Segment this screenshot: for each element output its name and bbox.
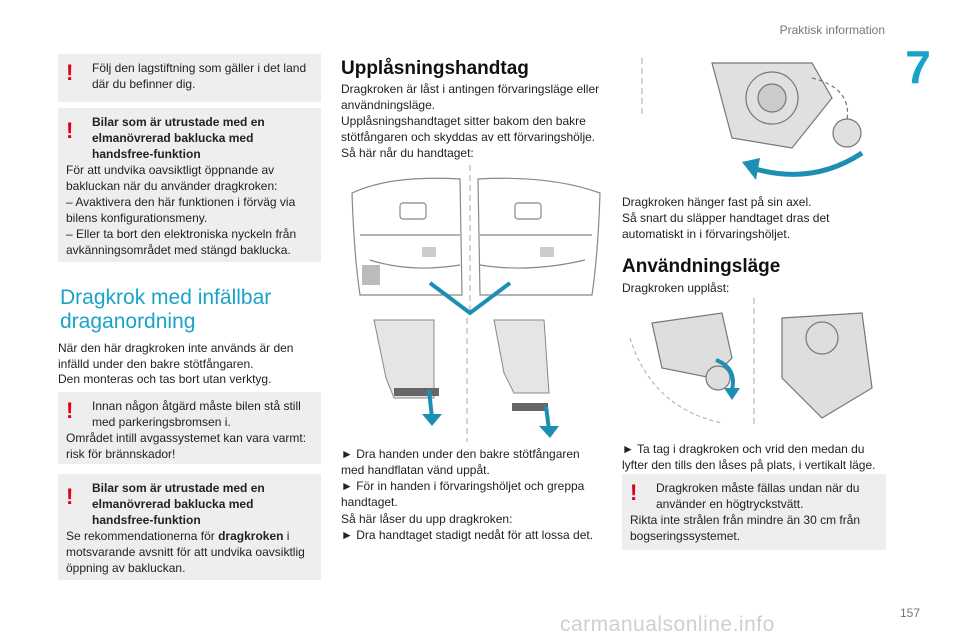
warning-text: – Eller ta bort den elektroniska nyckeln från avkänningsområdet med stängd baklucka. bbox=[66, 227, 297, 257]
paragraph: När den här dragkroken inte används är den infälld under den bakre stötfångaren. bbox=[58, 341, 294, 371]
paragraph: Dragkroken är låst i antingen förvaringsläge eller användningsläge. bbox=[341, 82, 600, 112]
section-heading-towbar: Dragkrok med infällbar draganordning bbox=[60, 286, 272, 333]
warning-exclamation-icon: ! bbox=[630, 480, 638, 505]
warning-text: Rikta inte strålen från mindre än 30 cm från bogseringssystemet. bbox=[630, 513, 861, 543]
watermark: carmanualsonline.info bbox=[560, 613, 775, 636]
warning-box-handsfree bbox=[58, 108, 321, 262]
step-text: ► För in handen i förvaringshöljet och greppa handtaget. bbox=[341, 479, 585, 509]
warning-text: Dragkroken måste fällas undan när du använder en högtryckstvätt. bbox=[656, 481, 860, 511]
warning-box-pressure-washer bbox=[622, 474, 886, 550]
warning-exclamation-icon: ! bbox=[66, 398, 74, 423]
warning-box-handsfree-2 bbox=[58, 474, 321, 580]
warning-text-part: i motsvarande avsnitt för att undvika oavsiktlig öppning av bakluckan. bbox=[66, 529, 305, 575]
warning-text: Området intill avgassystemet kan vara varmt: risk för brännskador! bbox=[66, 431, 307, 461]
car-rear-illustration bbox=[350, 165, 602, 315]
paragraph: Dragkroken hänger fast på sin axel. bbox=[622, 195, 812, 209]
towbar-hook-illustration bbox=[622, 58, 886, 188]
warning-exclamation-icon: ! bbox=[66, 60, 74, 85]
warning-exclamation-icon: ! bbox=[66, 484, 74, 509]
section-heading-use-mode: Användningsläge bbox=[622, 256, 781, 277]
warning-exclamation-icon: ! bbox=[66, 118, 74, 143]
step-text: ► Dra handtaget stadigt nedåt för att lossa det. bbox=[341, 528, 594, 542]
section-heading-unlock-handle: Upplåsningshandtag bbox=[341, 58, 529, 79]
step-text: ► Ta tag i dragkroken och vrid den medan du lyfter den tills den låses på plats, i vertikalt läge. bbox=[622, 442, 876, 472]
warning-text: Följ den lagstiftning som gäller i det land där du befinner dig. bbox=[92, 61, 307, 91]
section-header: Praktisk information bbox=[779, 23, 885, 37]
step-text: ► Dra handen under den bakre stötfångaren med handflatan vänd uppåt. bbox=[341, 447, 580, 477]
warning-box-safety bbox=[58, 392, 321, 464]
warning-text-part: Se rekommendationerna för bbox=[66, 529, 219, 543]
paragraph: Så här når du handtaget: bbox=[341, 146, 474, 160]
paragraph: Dragkroken upplåst: bbox=[622, 281, 730, 295]
page-number: 157 bbox=[900, 606, 921, 620]
paragraph: Upplåsningshandtaget sitter bakom den bakre stötfångaren och skyddas av ett förvaringshölje. bbox=[341, 114, 596, 144]
warning-title: Bilar som är utrustade med en elmanövrerad baklucka med handsfree-funktion bbox=[92, 481, 265, 527]
warning-text bbox=[66, 528, 313, 576]
warning-text-bold: dragkroken bbox=[218, 529, 284, 543]
paragraph: Så här låser du upp dragkroken: bbox=[341, 512, 513, 526]
warning-text: För att undvika oavsiktligt öppnande av bakluckan när du använder dragkroken: bbox=[66, 163, 278, 193]
towbar-use-mode-illustration bbox=[622, 298, 886, 428]
warning-box-legislation bbox=[58, 54, 321, 102]
handle-hand-illustration bbox=[364, 318, 564, 442]
paragraph: Så snart du släpper handtaget dras det automatiskt in i förvaringshöljet. bbox=[622, 211, 830, 241]
warning-text: Innan någon åtgärd måste bilen stå still med parkeringsbromsen i. bbox=[92, 399, 301, 429]
warning-title: Bilar som är utrustade med en elmanövrerad baklucka med handsfree-funktion bbox=[92, 115, 265, 161]
warning-text: – Avaktivera den här funktionen i förväg via bilens konfigurationsmeny. bbox=[66, 195, 296, 225]
paragraph: Den monteras och tas bort utan verktyg. bbox=[58, 372, 272, 386]
chapter-number: 7 bbox=[905, 41, 931, 93]
